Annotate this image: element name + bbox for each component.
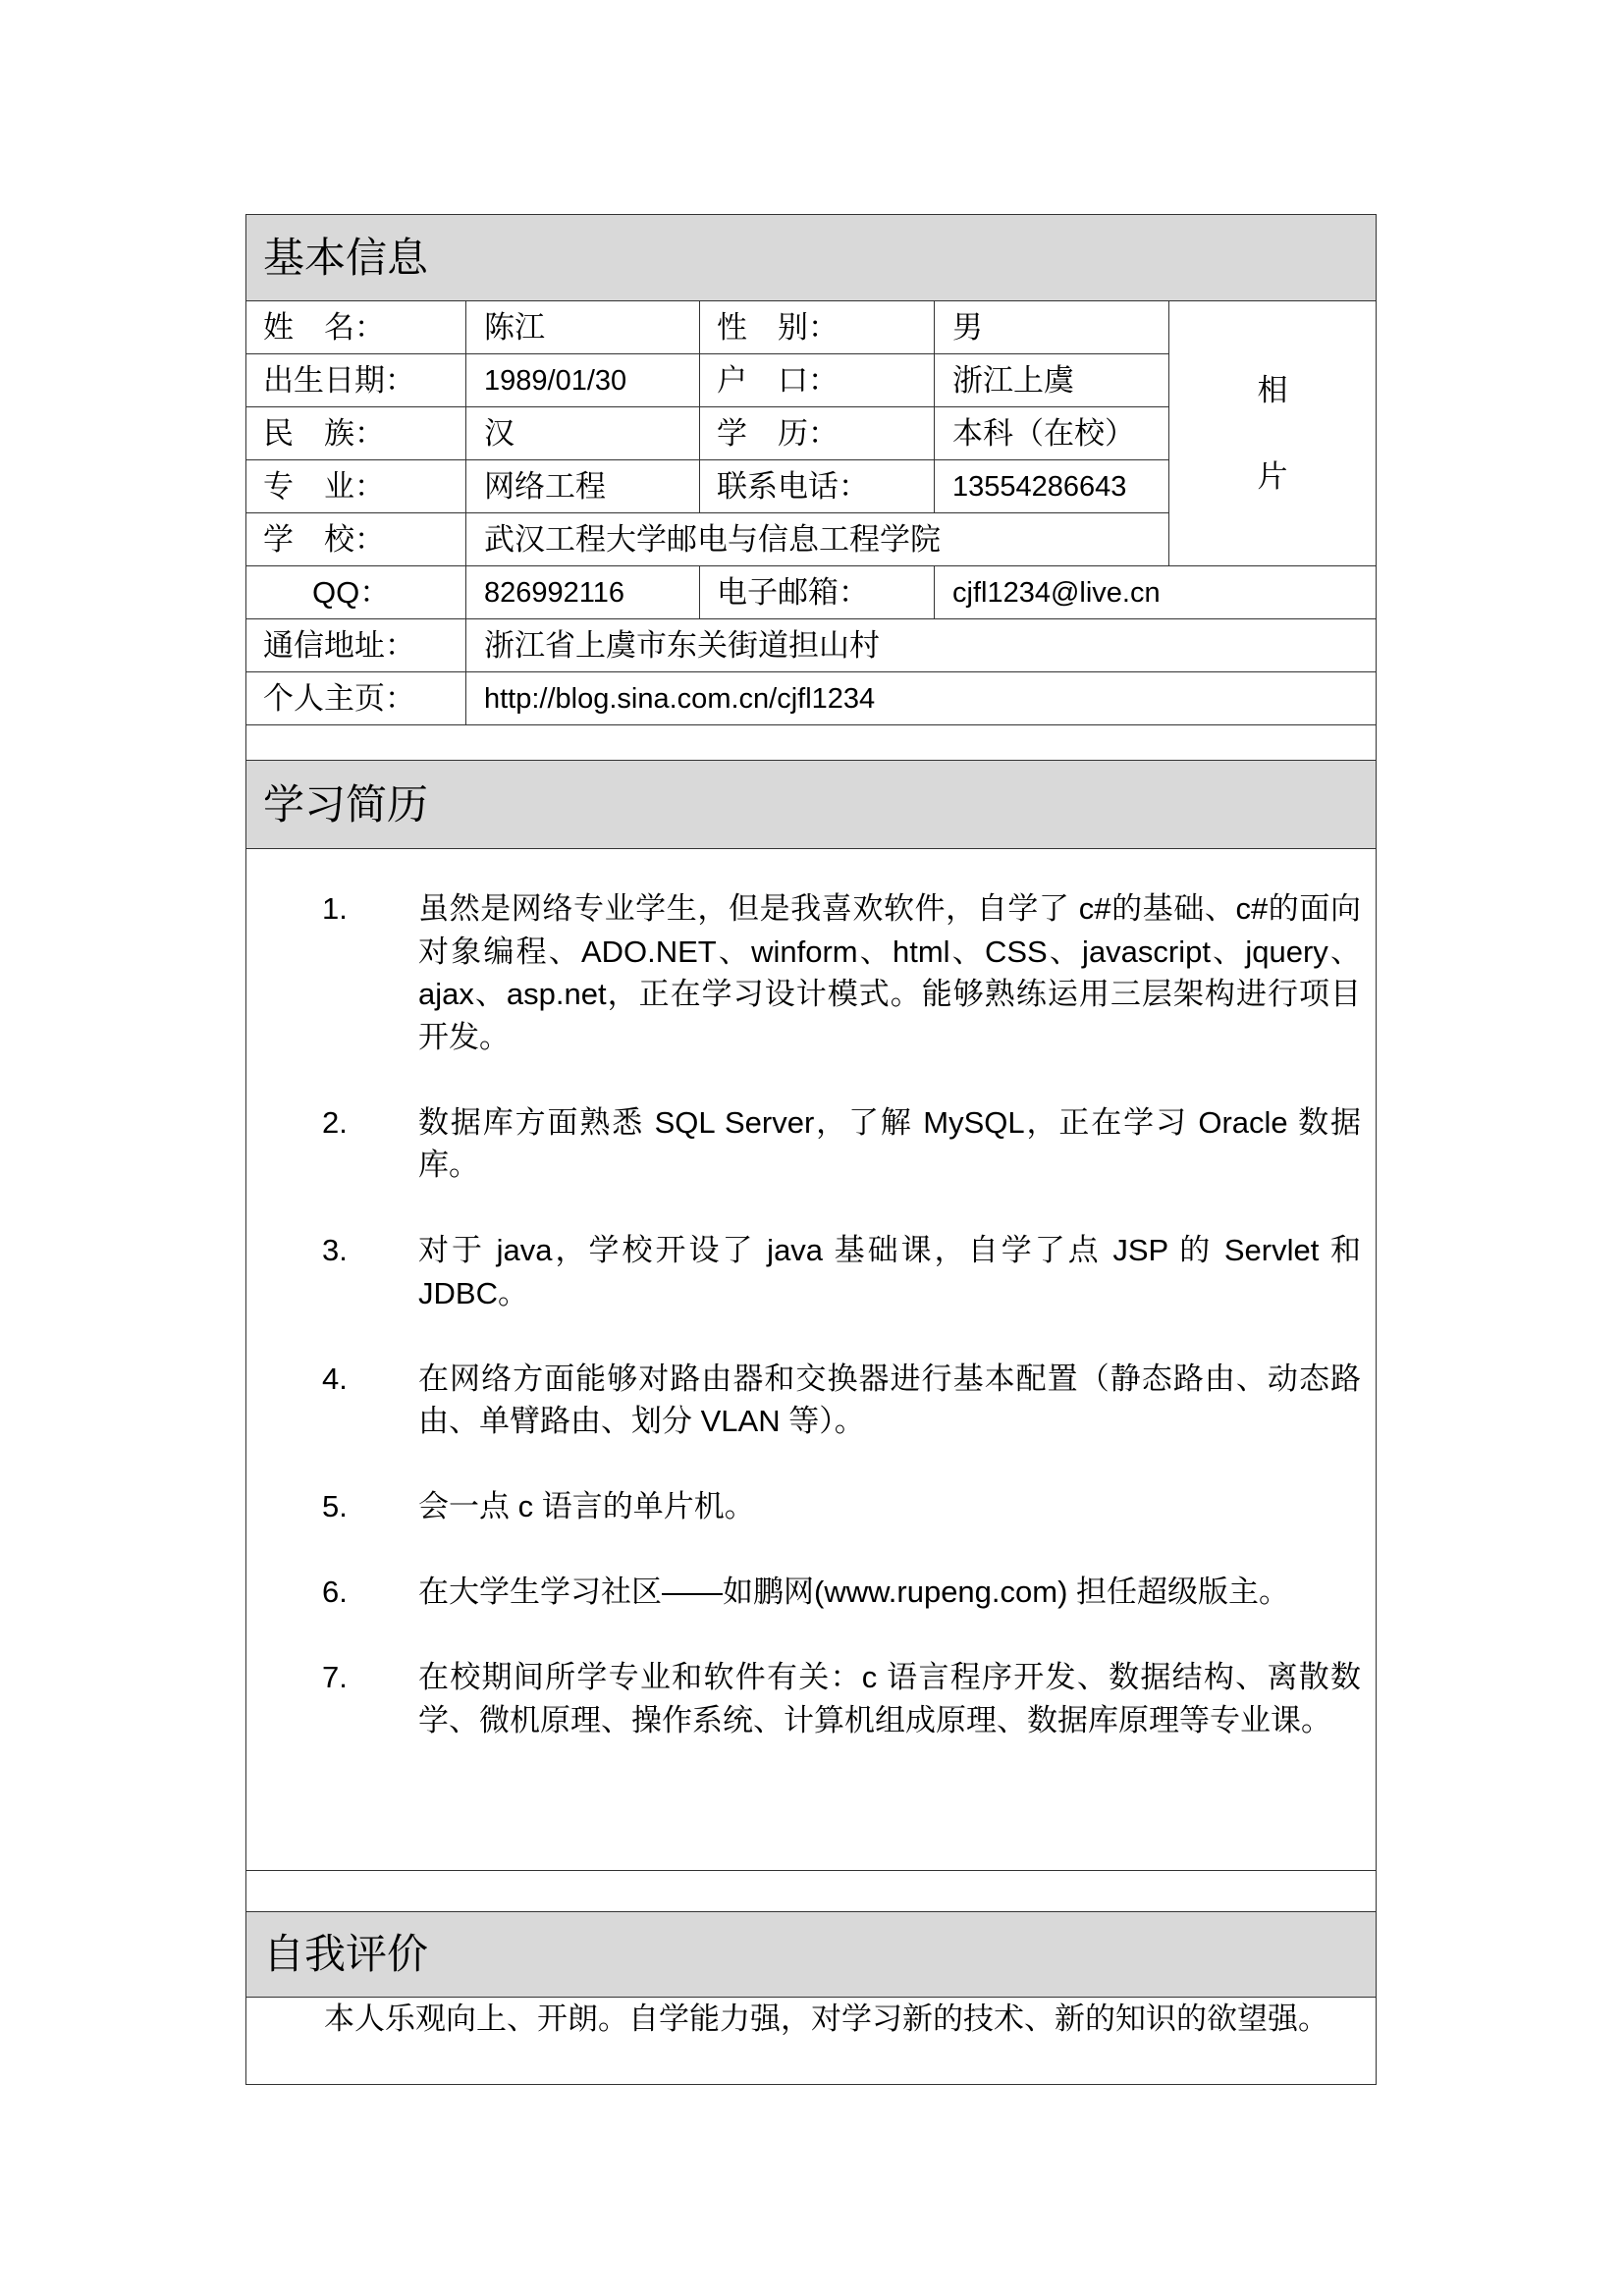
list-item-text: 在校期间所学专业和软件有关：c 语言程序开发、数据结构、离散数学、微机原理、操作系统、计算机组成原理、数据库原理等专业课。 (418, 1660, 1361, 1737)
address-value: 浙江省上虞市东关街道担山村 (466, 619, 1377, 672)
list-item (246, 1101, 1376, 1187)
list-item-text: 对于 java，学校开设了 java 基础课，自学了点 JSP 的 Servlet 和 JDBC。 (418, 1233, 1361, 1310)
list-item-text: 会一点 c 语言的单片机。 (418, 1489, 755, 1523)
list-item-number: 4. (322, 1361, 348, 1396)
self-evaluation-text: 本人乐观向上、开朗。自学能力强，对学习新的技术、新的知识的欲望强。 (246, 1998, 1377, 2085)
list-item (246, 1358, 1376, 1443)
list-item-text: 数据库方面熟悉 SQL Server，了解 MySQL，正在学习 Oracle 数据库。 (418, 1104, 1361, 1182)
education-label: 学 历： (700, 407, 935, 460)
ethnicity-value: 汉 (466, 407, 700, 460)
self-evaluation-title: 自我评价 (246, 1912, 1377, 1998)
study-content-row (246, 849, 1377, 1871)
hukou-label: 户 口： (700, 354, 935, 407)
self-evaluation-header-row (246, 1912, 1377, 1998)
info-row-qq (246, 566, 1377, 619)
gender-value: 男 (935, 301, 1169, 354)
school-label: 学 校： (246, 513, 466, 566)
qq-label: QQ： (246, 566, 466, 619)
list-item (246, 1656, 1376, 1741)
list-item-number: 2. (322, 1104, 348, 1140)
list-item-text: 在网络方面能够对路由器和交换器进行基本配置（静态路由、动态路由、单臂路由、划分 VLAN 等）。 (418, 1361, 1361, 1438)
email-value: cjfl1234@live.cn (935, 566, 1377, 619)
homepage-value: http://blog.sina.com.cn/cjfl1234 (466, 672, 1377, 725)
qq-value: 826992116 (466, 566, 700, 619)
hukou-value: 浙江上虞 (935, 354, 1169, 407)
list-item (246, 1229, 1376, 1314)
list-item-text: 虽然是网络专业学生，但是我喜欢软件，自学了 c#的基础、c#的面向对象编程、ADO.NET、winform、html、CSS、javascript、jquery、ajax、asp.net，正在学习设计模式。能够熟练运用三层架构进行项目开发。 (418, 891, 1361, 1054)
gender-label: 性 别： (700, 301, 935, 354)
list-item-number: 1. (322, 891, 348, 926)
list-item (246, 1571, 1376, 1614)
basic-info-title: 基本信息 (246, 215, 1377, 301)
homepage-label: 个人主页： (246, 672, 466, 725)
self-evaluation-content-row (246, 1998, 1377, 2085)
study-list (246, 849, 1377, 1871)
study-title: 学习简历 (246, 761, 1377, 849)
name-label: 姓 名： (246, 301, 466, 354)
birth-label: 出生日期： (246, 354, 466, 407)
ethnicity-label: 民 族： (246, 407, 466, 460)
email-label: 电子邮箱： (700, 566, 935, 619)
info-row-name (246, 301, 1377, 354)
info-row-homepage (246, 672, 1377, 725)
photo-label: 相片 (1257, 372, 1288, 494)
phone-value: 13554286643 (935, 460, 1169, 513)
spacer-cell (246, 725, 1377, 761)
name-value: 陈江 (466, 301, 700, 354)
spacer-row (246, 725, 1377, 761)
birth-value: 1989/01/30 (466, 354, 700, 407)
major-label: 专 业： (246, 460, 466, 513)
resume-table (245, 214, 1377, 2085)
address-label: 通信地址： (246, 619, 466, 672)
list-item-number: 5. (322, 1489, 348, 1523)
info-row-address (246, 619, 1377, 672)
spacer-row (246, 1871, 1377, 1912)
list-item (246, 887, 1376, 1058)
major-value: 网络工程 (466, 460, 700, 513)
list-item-number: 3. (322, 1233, 348, 1267)
basic-info-header-row (246, 215, 1377, 301)
list-item-number: 7. (322, 1660, 348, 1694)
education-value: 本科（在校） (935, 407, 1169, 460)
photo-placeholder (1169, 301, 1377, 566)
phone-label: 联系电话： (700, 460, 935, 513)
study-header-row (246, 761, 1377, 849)
school-value: 武汉工程大学邮电与信息工程学院 (466, 513, 1169, 566)
list-item-text: 在大学生学习社区——如鹏网(www.rupeng.com) 担任超级版主。 (418, 1575, 1290, 1609)
list-item (246, 1485, 1376, 1528)
spacer-cell (246, 1871, 1377, 1912)
list-item-number: 6. (322, 1575, 348, 1609)
